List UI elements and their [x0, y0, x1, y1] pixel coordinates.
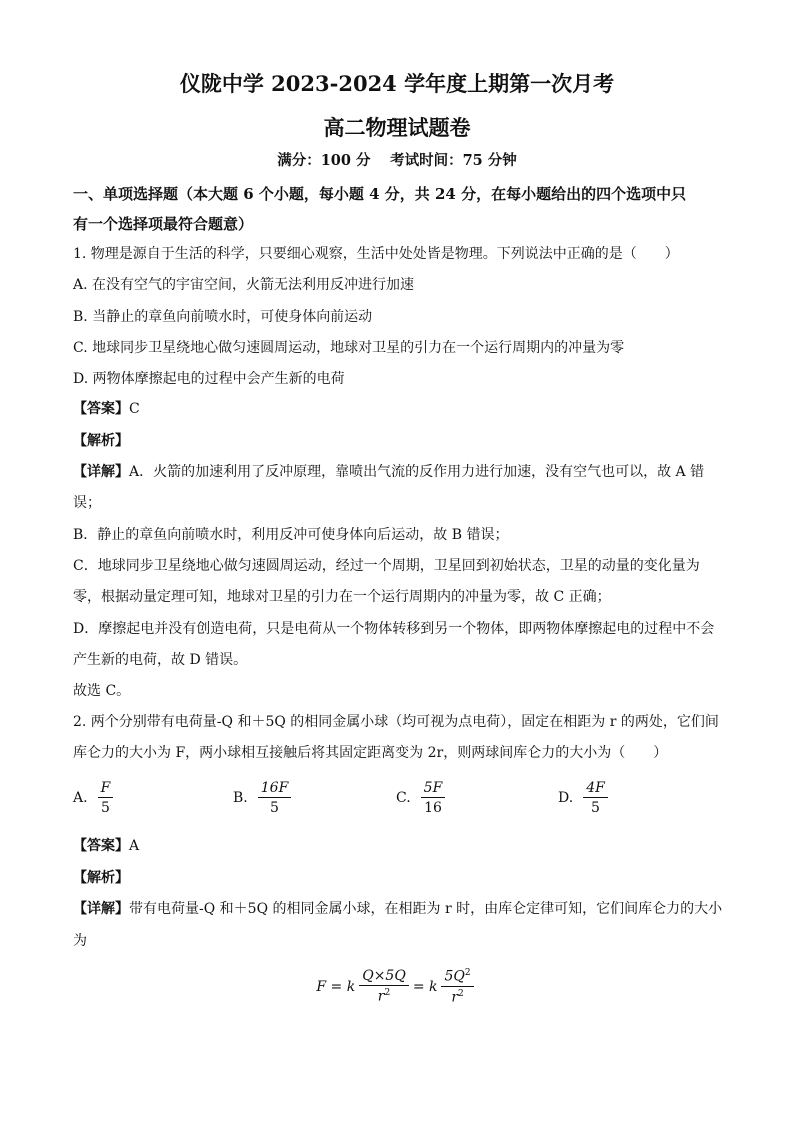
formula-frac2-den-base: r	[451, 989, 459, 1006]
q2-option-d	[558, 780, 608, 816]
q2-option-a	[73, 780, 113, 816]
q1-option-d: D. 两物体摩擦起电的过程中会产生新的电荷	[73, 371, 345, 387]
q1-detail-label: 【详解】	[73, 464, 129, 480]
q1-option-b: B. 当静止的章鱼向前喷水时，可使身体向前运动	[73, 309, 373, 325]
q2-option-b-den: 5	[270, 800, 279, 816]
q2-option-a-fraction	[98, 780, 114, 816]
q1-analysis-label	[73, 431, 129, 451]
q2-analysis-label	[73, 868, 129, 888]
q2-option-b-fraction	[258, 780, 292, 816]
formula-frac1-den-exp: 2	[384, 988, 391, 999]
formula-fraction-1	[359, 968, 409, 1005]
q1-option-c: C. 地球同步卫星绕地心做匀速圆周运动，地球对卫星的引力在一个运行周期内的冲量为零	[73, 340, 625, 356]
formula-frac1-den-base: r	[377, 988, 385, 1005]
formula-frac2-den-exp: 2	[458, 988, 464, 999]
formula-frac2-num-base: 5Q	[444, 968, 465, 985]
q1-detail-line5: 零，根据动量定理可知，地球对卫星的引力在一个运行周期内的冲量为零，故 C 正确；	[73, 589, 611, 605]
formula-frac1-den	[378, 986, 390, 1005]
formula-frac2-den	[451, 987, 463, 1006]
q2-stem-line2: 库仑力的大小为 F，两小球相互接触后将其固定距离变为 2r，则两球间库仑力的大小为（ ）	[73, 745, 668, 761]
q1-answer-label: 【答案】	[73, 401, 129, 417]
formula-frac2-num-exp: 2	[464, 968, 471, 978]
q1-detail-text: A．火箭的加速利用了反冲原理，靠喷出气流的反作用力进行加速，没有空气也可以，故 A 错	[129, 464, 705, 480]
q2-option-c	[396, 780, 445, 816]
q2-option-c-den: 16	[424, 800, 442, 816]
q2-analysis-label-text: 【解析】	[73, 870, 129, 886]
q2-answer-value: A	[129, 838, 140, 854]
q2-stem-line1: 2. 两个分别带有电荷量-Q 和＋5Q 的相同金属小球（均可视为点电荷），固定在相距为 r 的两处，它们间	[73, 714, 719, 730]
q1-detail-line6: D．摩擦起电并没有创造电荷，只是电荷从一个物体转移到另一个物体，即两物体摩擦起电的过程中不会	[73, 621, 715, 637]
q2-option-b-num: 16F	[258, 780, 292, 798]
q2-option-d-fraction	[583, 780, 608, 816]
q1-detail-line7: 产生新的电荷，故 D 错误。	[73, 652, 248, 668]
q2-option-c-label: C.	[396, 790, 411, 806]
q1-detail-line3: B．静止的章鱼向前喷水时，利用反冲可使身体向后运动，故 B 错误；	[73, 527, 509, 543]
formula-lhs: F = k	[316, 978, 356, 995]
q2-answer-label: 【答案】	[73, 838, 129, 854]
exam-meta: 满分：100 分 考试时间：75 分钟	[277, 152, 517, 169]
q1-conclusion: 故选 C。	[73, 683, 131, 699]
coulomb-formula	[0, 968, 794, 1005]
q2-option-d-den: 5	[591, 800, 600, 816]
q2-answer	[73, 836, 139, 856]
q2-option-c-num: 5F	[421, 780, 446, 798]
q2-detail-line1	[73, 899, 722, 919]
exam-title: 仪陇中学 2023-2024 学年度上期第一次月考	[179, 71, 615, 96]
q2-option-d-label: D.	[558, 790, 574, 806]
formula-fraction-2	[441, 968, 473, 1005]
q1-option-a: A. 在没有空气的宇宙空间，火箭无法利用反冲进行加速	[73, 277, 415, 293]
q2-detail-text: 带有电荷量-Q 和＋5Q 的相同金属小球，在相距为 r 时，由库仑定律可知，它们间库仑力的大小	[129, 901, 723, 917]
q1-analysis-label-text: 【解析】	[73, 433, 129, 449]
q2-option-a-num: F	[98, 780, 114, 798]
q2-option-d-num: 4F	[583, 780, 608, 798]
formula-frac1-num: Q×5Q	[359, 968, 409, 986]
q1-detail-line1	[73, 462, 704, 482]
q2-option-a-den: 5	[100, 800, 110, 816]
q2-option-a-label: A.	[73, 790, 88, 806]
q1-answer-value: C	[129, 401, 140, 417]
exam-subtitle: 高二物理试题卷	[323, 115, 471, 140]
q2-detail-label: 【详解】	[73, 901, 129, 917]
section-heading-line1: 一、单项选择题（本大题 6 个小题，每小题 4 分，共 24 分，在每小题给出的四个选项中只	[73, 185, 687, 203]
q2-option-b-label: B.	[233, 790, 248, 806]
q1-answer	[73, 399, 140, 419]
q1-detail-line4: C．地球同步卫星绕地心做匀速圆周运动，经过一个周期，卫星回到初始状态，卫星的动量的变化量为	[73, 558, 700, 574]
q1-stem: 1. 物理是源自于生活的科学，只要细心观察，生活中处处皆是物理。下列说法中正确的是（ ）	[73, 246, 679, 262]
q2-detail-line2: 为	[73, 933, 87, 949]
q1-detail-line2: 误；	[73, 495, 101, 511]
formula-frac2-num	[441, 968, 473, 987]
formula-eq2: = k	[412, 978, 438, 995]
q2-option-b	[233, 780, 291, 816]
q2-option-c-fraction	[421, 780, 446, 816]
section-heading-line2: 有一个选择项最符合题意）	[73, 215, 254, 233]
